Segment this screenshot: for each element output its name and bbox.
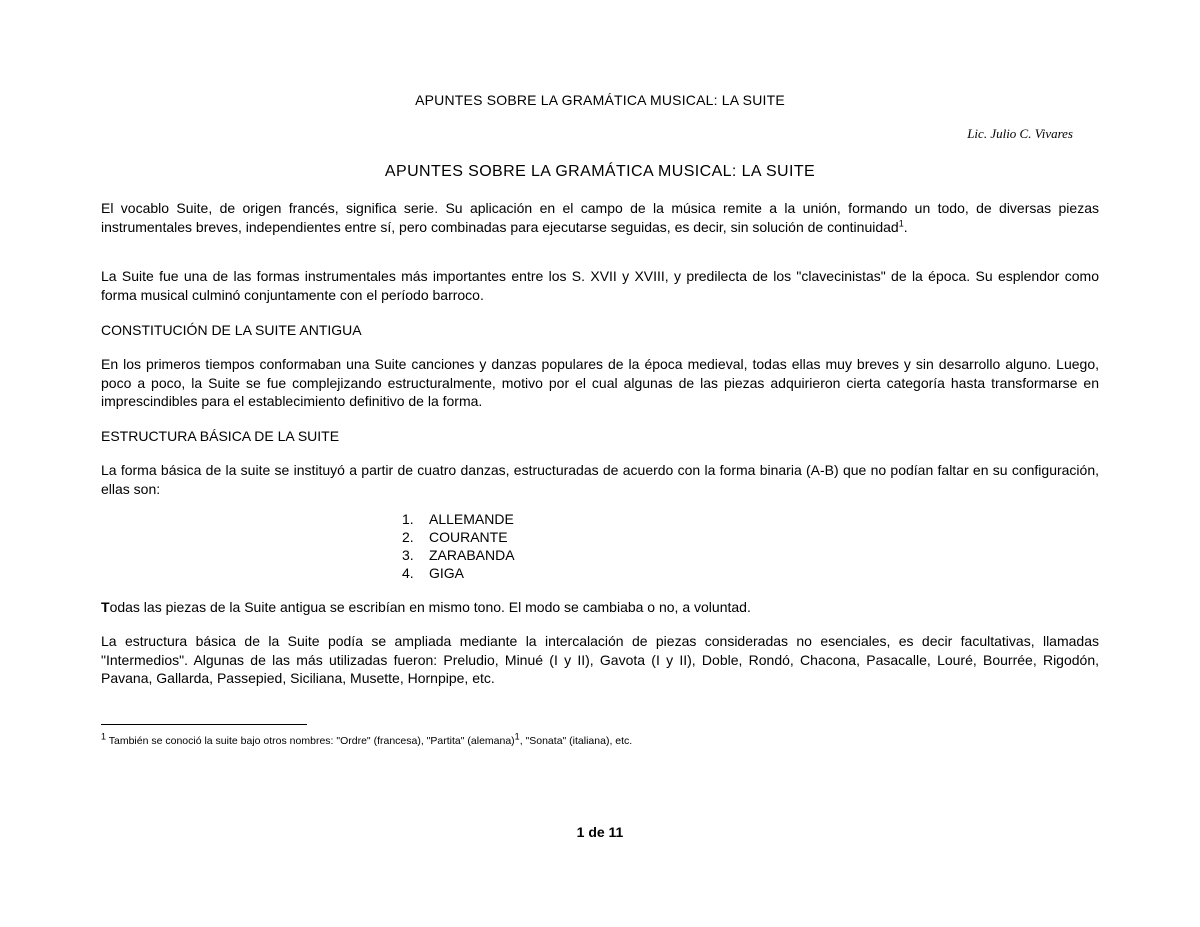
paragraph-intro bbox=[101, 199, 1099, 236]
running-header-title: APUNTES SOBRE LA GRAMÁTICA MUSICAL: LA SUITE bbox=[415, 92, 785, 108]
paragraph-intro-text: El vocablo Suite, de origen francés, significa serie. Su aplicación en el campo de la música remite a la unión, formando un todo, de diversas piezas instrumentales breves, independientes entre sí, pero combinadas para ejecutarse seguidas, es decir, sin solución de continuidad bbox=[101, 200, 1099, 235]
footnote-text-b: , "Sonata" (italiana), etc. bbox=[519, 735, 633, 747]
paragraph-origins: En los primeros tiempos conformaban una Suite canciones y danzas populares de la época medieval, todas ellas muy breves y sin desarrollo alguno. Luego, poco a poco, la Suite se fue complejizando estructuralmente, motivo por el cual algunas de las piezas adquirieron cierta categoría hasta transformarse en imprescindibles para el establecimiento definitivo de la forma. bbox=[101, 356, 1099, 409]
page-number: 1 de 11 bbox=[576, 824, 624, 840]
paragraph-intro-end: . bbox=[903, 218, 908, 235]
paragraph-tonality-initial: T bbox=[101, 599, 110, 615]
list-item-label: ZARABANDA bbox=[429, 547, 515, 563]
paragraph-tonality-text: odas las piezas de la Suite antigua se escribían en mismo tono. El modo se cambiaba o no, a voluntad. bbox=[109, 599, 751, 615]
footnote-inner-marker: 1 bbox=[514, 731, 520, 742]
list-item-label: GIGA bbox=[429, 565, 465, 581]
footnote bbox=[101, 731, 633, 747]
author-name: Lic. Julio C. Vivares bbox=[967, 126, 1073, 141]
list-item bbox=[402, 528, 515, 546]
footnote-divider bbox=[101, 724, 307, 725]
document-title: APUNTES SOBRE LA GRAMÁTICA MUSICAL: LA SUITE bbox=[384, 163, 816, 180]
list-item-number: 2. bbox=[402, 529, 414, 545]
list-item-label: COURANTE bbox=[429, 529, 508, 545]
paragraph-basic-form: La forma básica de la suite se instituyó a partir de cuatro danzas, estructuradas de acuerdo con la forma binaria (A-B) que no podían faltar en su configuración, ellas son: bbox=[101, 462, 1099, 497]
list-item-number: 3. bbox=[402, 547, 414, 563]
list-item-number: 4. bbox=[402, 565, 414, 581]
section-heading-constitucion: CONSTITUCIÓN DE LA SUITE ANTIGUA bbox=[101, 322, 362, 338]
footnote-reference: 1 bbox=[898, 217, 904, 228]
paragraph-history: La Suite fue una de las formas instrumentales más importantes entre los S. XVII y XVIII, y predilecta de los "clavecinistas" de la época. Su esplendor como forma musical culminó conjuntamente con el período barroco. bbox=[101, 268, 1099, 303]
paragraph-intermedios: La estructura básica de la Suite podía se ampliada mediante la intercalación de piezas consideradas no esenciales, es decir facultativas, llamadas "Intermedios". Algunas de las más utilizadas fueron: Preludio, Minué (I y II), Gavota (I y II), Doble, Rondó, Chacona, Pasacalle, Louré, Bourrée, Rigodón, Pavana, Gallarda, Passepied, Siciliana, Musette, Hornpipe, etc. bbox=[101, 633, 1099, 686]
paragraph-tonality bbox=[101, 598, 1099, 617]
footnote-text-a: También se conoció la suite bajo otros nombres: "Ordre" (francesa), "Partita" (alemana) bbox=[106, 735, 515, 747]
list-item bbox=[402, 546, 515, 564]
list-item bbox=[402, 510, 515, 528]
list-item-number: 1. bbox=[402, 511, 414, 527]
list-item bbox=[402, 564, 515, 582]
dance-list bbox=[402, 510, 515, 582]
footnote-marker: 1 bbox=[101, 731, 107, 742]
list-item-label: ALLEMANDE bbox=[429, 511, 514, 527]
section-heading-estructura: ESTRUCTURA BÁSICA DE LA SUITE bbox=[101, 428, 340, 444]
